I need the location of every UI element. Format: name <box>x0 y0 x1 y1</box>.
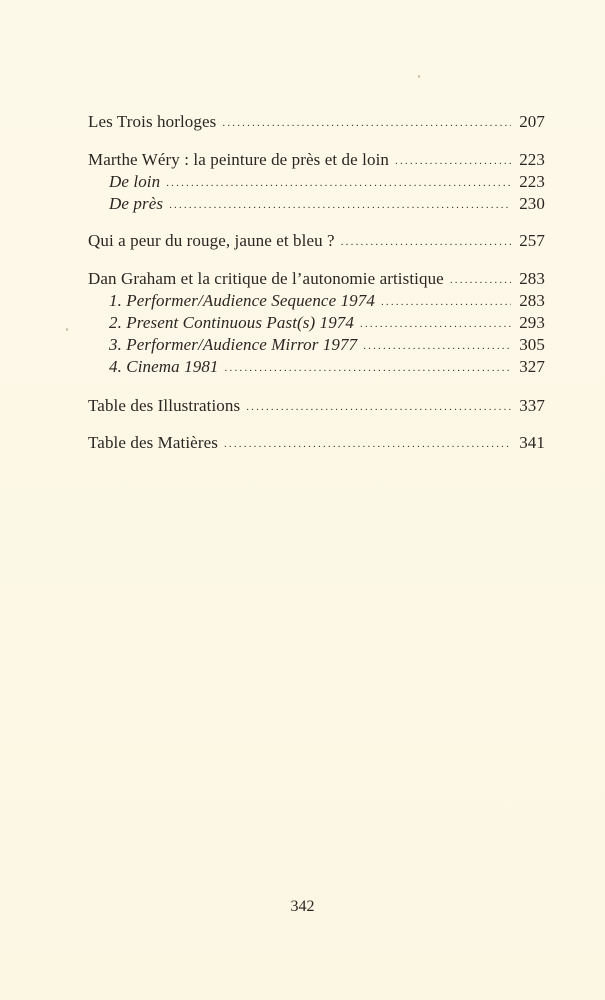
dot-leader <box>169 194 511 216</box>
toc-entry-page: 257 <box>519 231 545 250</box>
toc-entry-title: Table des Illustrations <box>88 396 241 415</box>
toc-entry-title: Table des Matières <box>88 433 218 452</box>
dot-leader <box>381 291 511 313</box>
toc-entry-page: 305 <box>519 335 545 354</box>
toc-entry-page: 207 <box>519 112 545 131</box>
toc-entry-title: De loin <box>109 172 161 191</box>
toc-entry-page: 283 <box>519 291 545 310</box>
toc-entry-dan-graham[interactable] <box>88 268 545 290</box>
toc-subentry-performer-audience-sequence[interactable] <box>109 290 545 312</box>
toc-subentry-performer-audience-mirror[interactable] <box>109 334 545 356</box>
toc-entry-page: 341 <box>519 433 545 452</box>
dot-leader <box>222 112 511 134</box>
toc-subentry-de-loin[interactable] <box>109 171 545 193</box>
toc-entry-page: 223 <box>519 172 545 191</box>
toc-entry-les-trois-horloges[interactable] <box>88 111 545 133</box>
toc-entry-page: 230 <box>519 194 545 213</box>
dot-leader <box>450 269 511 291</box>
toc-subentry-cinema[interactable] <box>109 356 545 378</box>
toc-entry-page: 337 <box>519 396 545 415</box>
toc-entry-title: Qui a peur du rouge, jaune et bleu ? <box>88 231 335 250</box>
dot-leader <box>341 231 511 253</box>
paper-speck <box>66 328 68 331</box>
toc-entry-table-des-illustrations[interactable] <box>88 395 545 417</box>
dot-leader <box>395 150 511 172</box>
toc-entry-page: 223 <box>519 150 545 169</box>
toc-entry-marthe-wery[interactable] <box>88 149 545 171</box>
toc-entry-title: 3. Performer/Audience Mirror 1977 <box>109 335 358 354</box>
toc-entry-title: Marthe Wéry : la peinture de près et de loin <box>88 150 390 169</box>
dot-leader <box>225 357 511 379</box>
dot-leader <box>166 172 511 194</box>
toc-entry-title: De près <box>109 194 164 213</box>
toc-entry-title: 2. Present Continuous Past(s) 1974 <box>109 313 355 332</box>
dot-leader <box>246 396 511 418</box>
toc-subentry-de-pres[interactable] <box>109 193 545 215</box>
dot-leader <box>224 433 511 455</box>
toc-entry-table-des-matieres[interactable] <box>88 432 545 454</box>
toc-subentry-present-continuous-pasts[interactable] <box>109 312 545 334</box>
toc-entry-title: Dan Graham et la critique de l’autonomie artistique <box>88 269 444 288</box>
paper-speck <box>418 75 420 78</box>
toc-entry-page: 327 <box>519 357 545 376</box>
toc-entry-title: Les Trois horloges <box>88 112 217 131</box>
page-number: 342 <box>290 898 315 915</box>
toc-entry-qui-a-peur[interactable] <box>88 230 545 252</box>
toc-entry-page: 283 <box>519 269 545 288</box>
dot-leader <box>360 313 511 335</box>
toc-entry-page: 293 <box>519 313 545 332</box>
dot-leader <box>363 335 511 357</box>
toc-entry-title: 1. Performer/Audience Sequence 1974 <box>109 291 375 310</box>
toc-entry-title: 4. Cinema 1981 <box>109 357 219 376</box>
